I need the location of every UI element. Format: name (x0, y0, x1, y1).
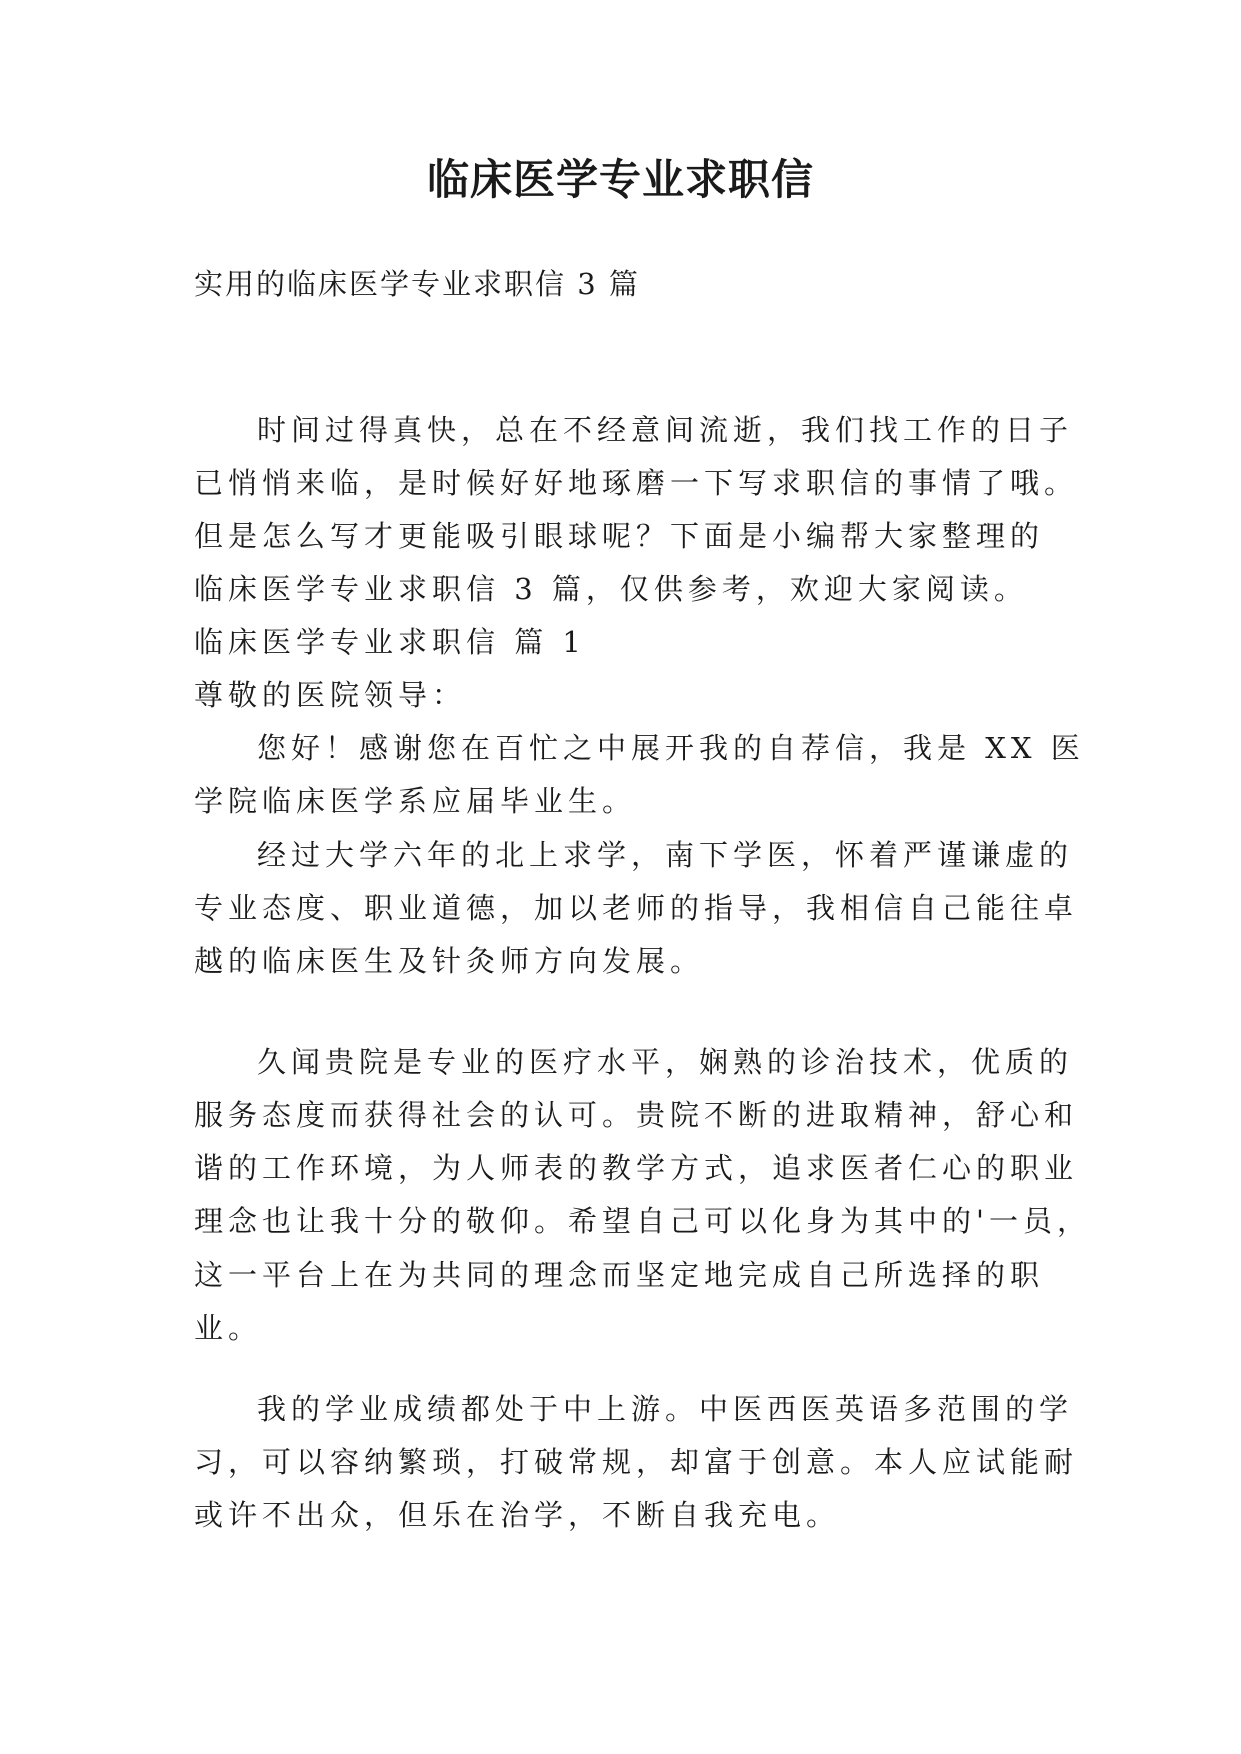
body-line: 经过大学六年的北上求学，南下学医，怀着严谨谦虚的 (257, 838, 1074, 872)
body-line: 或许不出众，但乐在治学，不断自我充电。 (194, 1498, 841, 1532)
body-line: 习，可以容纳繁琐，打破常规，却富于创意。本人应试能耐 (194, 1445, 1079, 1479)
body-line: 这一平台上在为共同的理念而坚定地完成自己所选择的职 (194, 1258, 1045, 1292)
body-line: 时间过得真快，总在不经意间流逝，我们找工作的日子 (257, 413, 1074, 447)
document-title: 临床医学专业求职信 (426, 155, 814, 204)
body-line: 谐的工作环境，为人师表的教学方式，追求医者仁心的职业 (194, 1151, 1079, 1185)
body-line: 久闻贵院是专业的医疗水平，娴熟的诊治技术，优质的 (257, 1045, 1074, 1079)
body-line: 专业态度、职业道德，加以老师的指导，我相信自己能往卓 (194, 891, 1079, 925)
body-line: 已悄悄来临，是时候好好地琢磨一下写求职信的事情了哦。 (194, 466, 1079, 500)
body-line: 我的学业成绩都处于中上游。中医西医英语多范围的学 (257, 1392, 1074, 1426)
salutation: 尊敬的医院领导： (194, 678, 467, 712)
body-line: 学院临床医学系应届毕业生。 (194, 784, 637, 818)
body-line: 越的临床医生及针灸师方向发展。 (194, 944, 705, 978)
body-line: 服务态度而获得社会的认可。贵院不断的进取精神，舒心和 (194, 1098, 1079, 1132)
body-line: 业。 (194, 1311, 263, 1345)
body-line: 理念也让我十分的敬仰。希望自己可以化身为其中的'一员， (194, 1204, 1091, 1238)
section-heading: 临床医学专业求职信 篇 1 (194, 625, 586, 659)
body-line: 您好！感谢您在百忙之中展开我的自荐信，我是 XX 医 (257, 731, 1085, 765)
document-subtitle: 实用的临床医学专业求职信 3 篇 (194, 267, 640, 301)
body-line: 临床医学专业求职信 3 篇，仅供参考，欢迎大家阅读。 (194, 572, 1028, 606)
body-line: 但是怎么写才更能吸引眼球呢？下面是小编帮大家整理的 (194, 519, 1045, 553)
